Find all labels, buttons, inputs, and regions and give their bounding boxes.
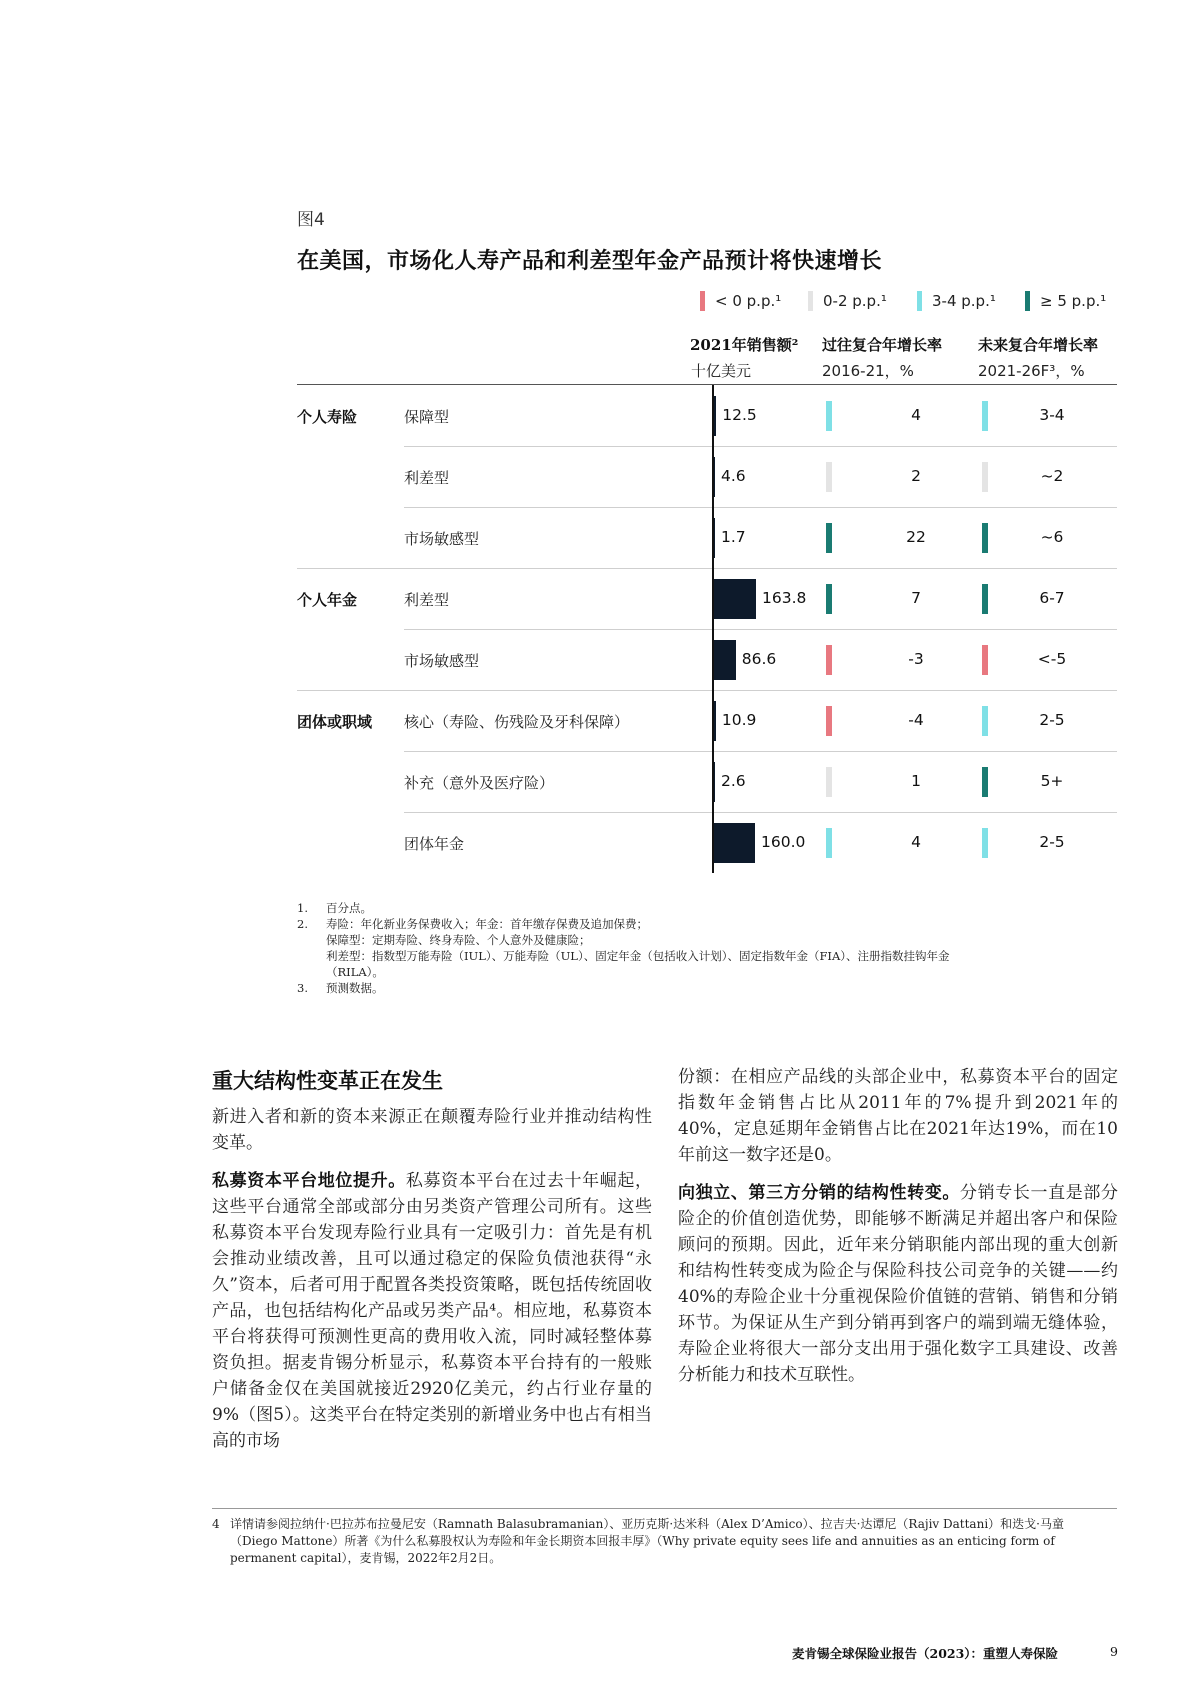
figure-label: 图4 — [297, 210, 325, 230]
future-growth-indicator — [982, 401, 988, 431]
figure-notes — [297, 900, 1097, 996]
row-group-label: 团体或职域 — [297, 712, 373, 731]
row-label: 核心（寿险、伤残险及牙科保障） — [404, 712, 630, 731]
sales-value: 86.6 — [741, 649, 777, 668]
legend-label: ≥ 5 p.p.¹ — [1040, 292, 1107, 310]
sales-value: 1.7 — [721, 527, 746, 546]
legend-label: 3-4 p.p.¹ — [932, 292, 996, 310]
future-growth-indicator — [982, 828, 988, 858]
footnote-number: 4 — [212, 1517, 220, 1531]
row-label: 利差型 — [404, 468, 450, 487]
sales-value: 4.6 — [721, 466, 746, 485]
bar-axis — [712, 385, 714, 873]
row-group-label: 个人寿险 — [297, 407, 358, 426]
page-number: 9 — [1110, 1644, 1118, 1659]
row-label: 利差型 — [404, 590, 450, 609]
note-number — [297, 948, 326, 964]
past-growth-value: -3 — [908, 649, 924, 668]
sales-value: 160.0 — [761, 832, 806, 851]
row-label: 团体年金 — [404, 834, 465, 853]
row-divider — [404, 812, 1117, 813]
note-line — [297, 916, 1097, 932]
past-growth-indicator — [826, 828, 832, 858]
sales-bar — [713, 823, 755, 863]
future-growth-value: 5+ — [1040, 771, 1064, 790]
col-future-title: 未来复合年增长率 — [978, 336, 1099, 354]
note-line — [297, 900, 1097, 916]
row-divider — [404, 751, 1117, 752]
past-growth-value: 22 — [906, 527, 926, 546]
past-growth-value: 7 — [911, 588, 921, 607]
note-line — [297, 980, 1097, 996]
note-number — [297, 932, 326, 948]
note-number: 2. — [297, 917, 308, 931]
note-text: 百分点。 — [326, 901, 372, 915]
legend-label: 0-2 p.p.¹ — [823, 292, 887, 310]
past-growth-value: 2 — [911, 466, 921, 485]
paragraph-text: 私募资本平台在过去十年崛起，这些平台通常全部或部分由另类资产管理公司所有。这些私募资本平台发现寿险行业具有一定吸引力：首先是有机会推动业绩改善，且可以通过稳定的保险负债池获得“永久”资本，后者可用于配置各类投资策略，既包括传统固收产品，也包括结构化产品或另类产品⁴。相应地，私募资本平台将获得可预测性更高的费用收入流，同时减轻整体募资负担。据麦肯锡分析显示，私募资本平台持有的一般账户储备金仅在美国就接近2920亿美元，约占行业存量的9%（图5）。这类平台在特定类别的新增业务中也占有相当高的市场 — [212, 1171, 652, 1451]
future-growth-indicator — [982, 645, 988, 675]
note-text: 保障型：定期寿险、终身寿险、个人意外及健康险； — [326, 933, 591, 947]
past-growth-indicator — [826, 523, 832, 553]
note-text: （RILA）。 — [326, 965, 384, 979]
sales-value: 163.8 — [762, 588, 807, 607]
note-line — [297, 948, 1097, 964]
future-growth-value: <-5 — [1037, 649, 1067, 668]
footnote-rule — [212, 1508, 1117, 1509]
row-divider — [404, 507, 1117, 508]
row-divider — [404, 629, 1117, 630]
col-past-title: 过往复合年增长率 — [822, 336, 943, 354]
note-text: 预测数据。 — [326, 981, 384, 995]
note-line — [297, 964, 1097, 980]
past-growth-indicator — [826, 645, 832, 675]
past-growth-value: -4 — [908, 710, 924, 729]
future-growth-value: ~2 — [1040, 466, 1064, 485]
footer-title: 麦肯锡全球保险业报告（2023）：重塑人寿保险 — [792, 1646, 1059, 1661]
section-intro: 新进入者和新的资本来源正在颠覆寿险行业并推动结构性变革。 — [212, 1107, 652, 1153]
future-growth-value: 2-5 — [1039, 710, 1065, 729]
future-growth-indicator — [982, 767, 988, 797]
sales-bar — [713, 640, 736, 680]
future-growth-indicator — [982, 584, 988, 614]
col-sales-sub: 十亿美元 — [691, 362, 752, 380]
note-line — [297, 932, 1097, 948]
sales-value: 10.9 — [721, 710, 757, 729]
future-growth-indicator — [982, 523, 988, 553]
col-future-sub: 2021-26F³，% — [978, 362, 1085, 380]
paragraph-private-capital-continued: 份额：在相应产品线的头部企业中，私募资本平台的固定指数年金销售占比从2011年的7%提升到2021年的40%，定息延期年金销售占比在2021年达19%，而在10年前这一数字还是0。 — [678, 1067, 1118, 1165]
paragraph-lead: 私募资本平台地位提升。 — [212, 1171, 406, 1191]
paragraph-lead: 向独立、第三方分销的结构性转变。 — [678, 1183, 960, 1203]
paragraph-text: 分销专长一直是部分险企的价值创造优势，即能够不断满足并超出客户和保险顾问的预期。因此，近年来分销职能内部出现的重大创新和结构性转变成为险企与保险科技公司竞争的关键——约40%的寿险企业十分重视保险价值链的营销、销售和分销环节。为保证从生产到分销再到客户的端到端无缝体验，寿险企业将很大一部分支出用于强化数字工具建设、改善分析能力和技术互联性。 — [678, 1183, 1118, 1385]
header-rule — [297, 384, 1117, 385]
future-growth-value: 2-5 — [1039, 832, 1065, 851]
row-divider — [297, 690, 1117, 691]
row-label: 市场敏感型 — [404, 529, 480, 548]
footnote-text: 详情请参阅拉纳什·巴拉苏布拉曼尼安（Ramnath Balasubramanian）、亚历克斯·达米科（Alex D’Amico）、拉吉夫·达谭尼（Rajiv Dattani）和迭戈·马童（Diego Mattone）所著《为什么私募股权认为寿险和年金长期资本回报丰厚》（Why private equity sees life and annuities as an enticing form of permanent capital），麦肯锡，2022年2月2日。 — [230, 1517, 1064, 1565]
sales-bar — [713, 579, 756, 619]
section-heading: 重大结构性变革正在发生 — [212, 1068, 443, 1093]
row-divider — [297, 568, 1117, 569]
row-group-label: 个人年金 — [297, 590, 358, 609]
figure-title: 在美国，市场化人寿产品和利差型年金产品预计将快速增长 — [297, 248, 883, 274]
future-growth-value: 6-7 — [1039, 588, 1065, 607]
future-growth-value: ~6 — [1040, 527, 1064, 546]
past-growth-value: 4 — [911, 832, 921, 851]
future-growth-indicator — [982, 462, 988, 492]
past-growth-value: 1 — [911, 771, 921, 790]
sales-value: 12.5 — [722, 405, 757, 424]
note-text: 利差型：指数型万能寿险（IUL）、万能寿险（UL）、固定年金（包括收入计划）、固定指数年金（FIA）、注册指数挂钩年金 — [326, 949, 950, 963]
past-growth-value: 4 — [911, 405, 921, 424]
past-growth-indicator — [826, 584, 832, 614]
row-label: 保障型 — [404, 407, 450, 426]
row-label: 市场敏感型 — [404, 651, 480, 670]
legend-label: < 0 p.p.¹ — [715, 292, 782, 310]
past-growth-indicator — [826, 401, 832, 431]
past-growth-indicator — [826, 706, 832, 736]
future-growth-value: 3-4 — [1039, 405, 1065, 424]
past-growth-indicator — [826, 767, 832, 797]
note-number: 3. — [297, 981, 308, 995]
note-number: 1. — [297, 901, 308, 915]
row-label: 补充（意外及医疗险） — [404, 773, 555, 792]
sales-value: 2.6 — [721, 771, 746, 790]
col-past-sub: 2016-21，% — [822, 362, 914, 380]
row-divider — [404, 446, 1117, 447]
paragraph-private-capital — [212, 1168, 652, 1454]
paragraph-distribution — [678, 1180, 1118, 1388]
col-sales-title: 2021年销售额² — [690, 336, 799, 354]
future-growth-indicator — [982, 706, 988, 736]
note-text: 寿险：年化新业务保费收入；年金：首年缴存保费及追加保费； — [326, 917, 648, 931]
past-growth-indicator — [826, 462, 832, 492]
note-number — [297, 964, 326, 980]
